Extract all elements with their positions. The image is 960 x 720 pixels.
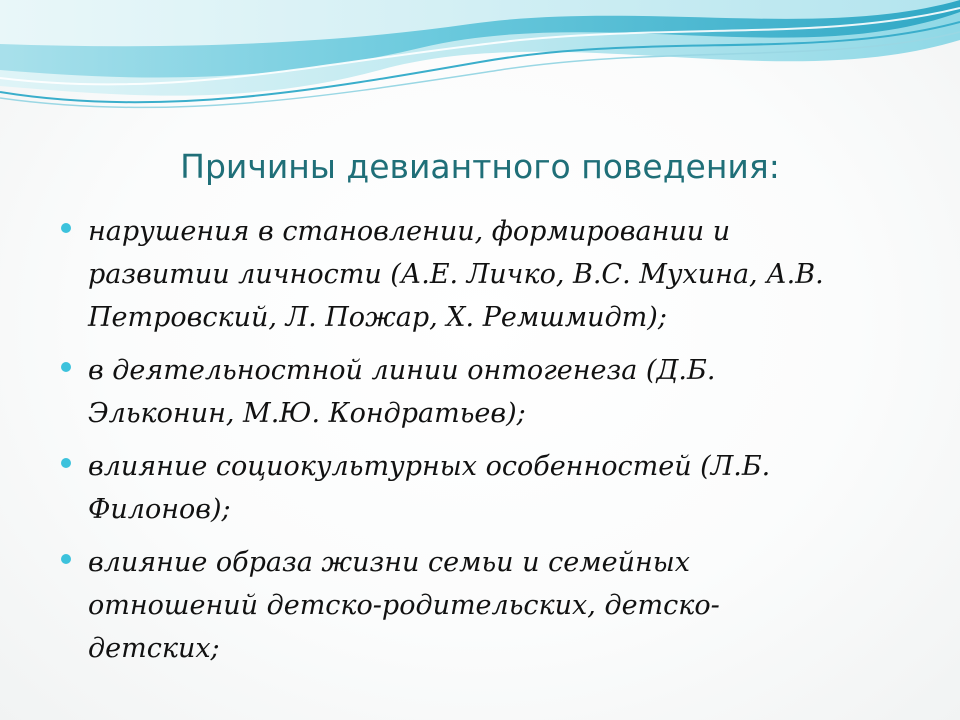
- bullet-list: [88, 210, 908, 680]
- top-wave-decoration: [0, 0, 960, 125]
- bullet-dot-icon: [61, 458, 71, 468]
- bullet-dot-icon: [61, 554, 71, 564]
- bullet-text: влияние образа жизни семьи и семейных отношений детско-родительских, детско- детских;: [88, 547, 720, 664]
- bullet-dot-icon: [61, 362, 71, 372]
- bullet-text: в деятельностной линии онтогенеза (Д.Б. Эльконин, М.Ю. Кондратьев);: [88, 355, 716, 429]
- bullet-item-ontogenesis: [88, 349, 908, 435]
- bullet-item-sociocultural: [88, 445, 908, 531]
- bullet-dot-icon: [61, 223, 71, 233]
- bullet-text: влияние социокультурных особенностей (Л.Б. Филонов);: [88, 451, 771, 525]
- bullet-item-personality: [88, 210, 908, 339]
- bullet-item-family: [88, 541, 908, 670]
- slide-title: Причины девиантного поведения:: [180, 147, 780, 186]
- bullet-text: нарушения в становлении, формировании и развитии личности (А.Е. Личко, В.С. Мухина, А.В. Петровский, Л. Пожар, Х. Ремшмидт);: [88, 216, 824, 333]
